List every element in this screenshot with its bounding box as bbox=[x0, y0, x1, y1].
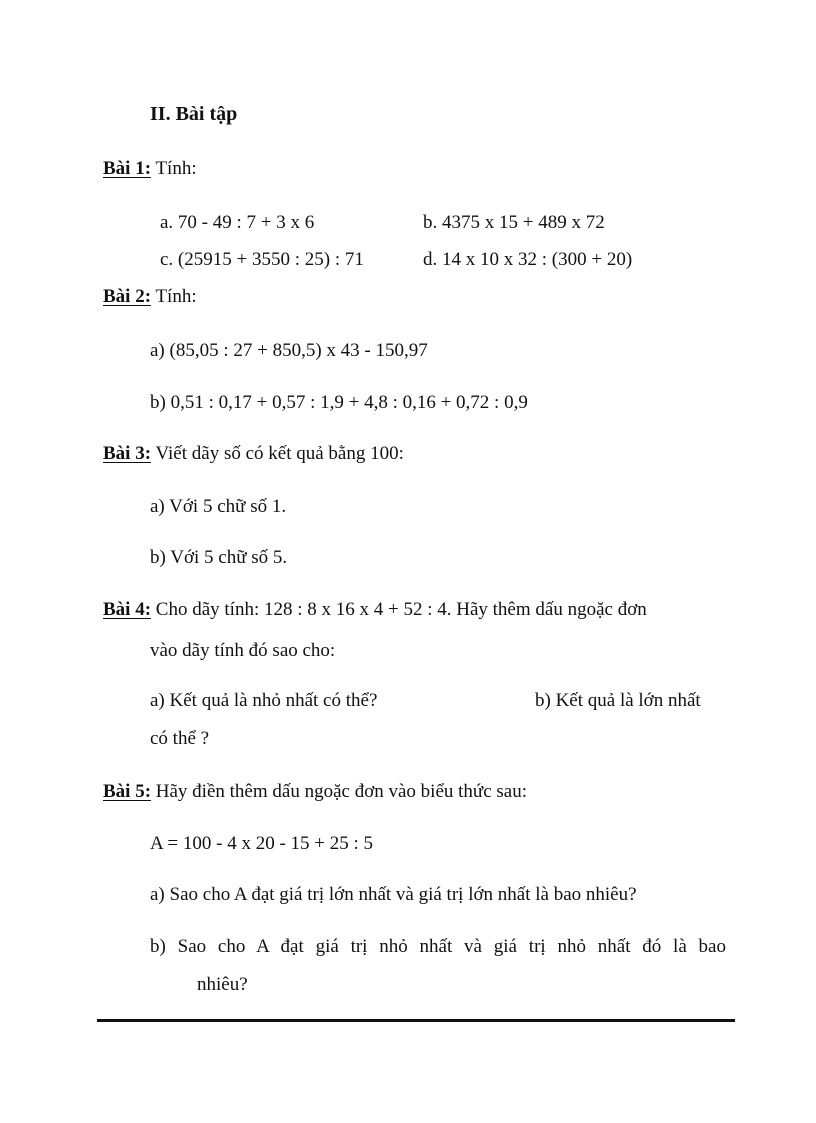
exercise-3-label: Bài 3: bbox=[103, 443, 152, 464]
exercise-5-heading bbox=[103, 781, 527, 803]
exercise-1-item-d: d. 14 x 10 x 32 : (300 + 20) bbox=[423, 249, 633, 270]
bottom-divider bbox=[97, 1019, 735, 1022]
exercise-1-prompt: Tính: bbox=[155, 158, 197, 179]
exercise-5-expression: A = 100 - 4 x 20 - 15 + 25 : 5 bbox=[150, 833, 374, 854]
exercise-3-item-b: b) Với 5 chữ số 5. bbox=[150, 547, 288, 568]
exercise-4-item-a: a) Kết quả là nhỏ nhất có thể? bbox=[150, 690, 378, 711]
exercise-3-heading bbox=[103, 443, 404, 465]
section-title: II. Bài tập bbox=[150, 103, 238, 125]
exercise-4-heading bbox=[103, 599, 647, 621]
exercise-5-item-b: b) Sao cho A đạt giá trị nhỏ nhất và giá trị nhỏ nhất đó là bao bbox=[150, 936, 726, 957]
exercise-4-label: Bài 4: bbox=[103, 599, 152, 620]
exercise-4-prompt: Cho dãy tính: 128 : 8 x 16 x 4 + 52 : 4. Hãy thêm dấu ngoặc đơn bbox=[155, 599, 647, 620]
exercise-1-item-b: b. 4375 x 15 + 489 x 72 bbox=[423, 212, 605, 233]
exercise-2-heading bbox=[103, 286, 197, 308]
exercise-1-item-a: a. 70 - 49 : 7 + 3 x 6 bbox=[160, 212, 315, 233]
exercise-5-label: Bài 5: bbox=[103, 781, 152, 802]
exercise-2-label: Bài 2: bbox=[103, 286, 152, 307]
exercise-1-heading bbox=[103, 158, 197, 180]
exercise-3-item-a: a) Với 5 chữ số 1. bbox=[150, 496, 287, 517]
exercise-1-label: Bài 1: bbox=[103, 158, 152, 179]
exercise-4-item-b: b) Kết quả là lớn nhất bbox=[535, 690, 701, 711]
exercise-3-prompt: Viết dãy số có kết quả bằng 100: bbox=[155, 443, 404, 464]
exercise-5-prompt: Hãy điền thêm dấu ngoặc đơn vào biểu thức sau: bbox=[155, 781, 527, 802]
exercise-2-item-a: a) (85,05 : 27 + 850,5) x 43 - 150,97 bbox=[150, 340, 428, 361]
exercise-1-item-c: c. (25915 + 3550 : 25) : 71 bbox=[160, 249, 364, 270]
exercise-2-item-b: b) 0,51 : 0,17 + 0,57 : 1,9 + 4,8 : 0,16 + 0,72 : 0,9 bbox=[150, 392, 528, 413]
exercise-5-item-a: a) Sao cho A đạt giá trị lớn nhất và giá trị lớn nhất là bao nhiêu? bbox=[150, 884, 637, 905]
exercise-4-item-b-continued: có thể ? bbox=[150, 728, 210, 749]
exercise-2-prompt: Tính: bbox=[155, 286, 197, 307]
exercise-4-prompt-continued: vào dãy tính đó sao cho: bbox=[150, 640, 336, 661]
exercise-5-item-b-continued: nhiêu? bbox=[197, 974, 248, 995]
